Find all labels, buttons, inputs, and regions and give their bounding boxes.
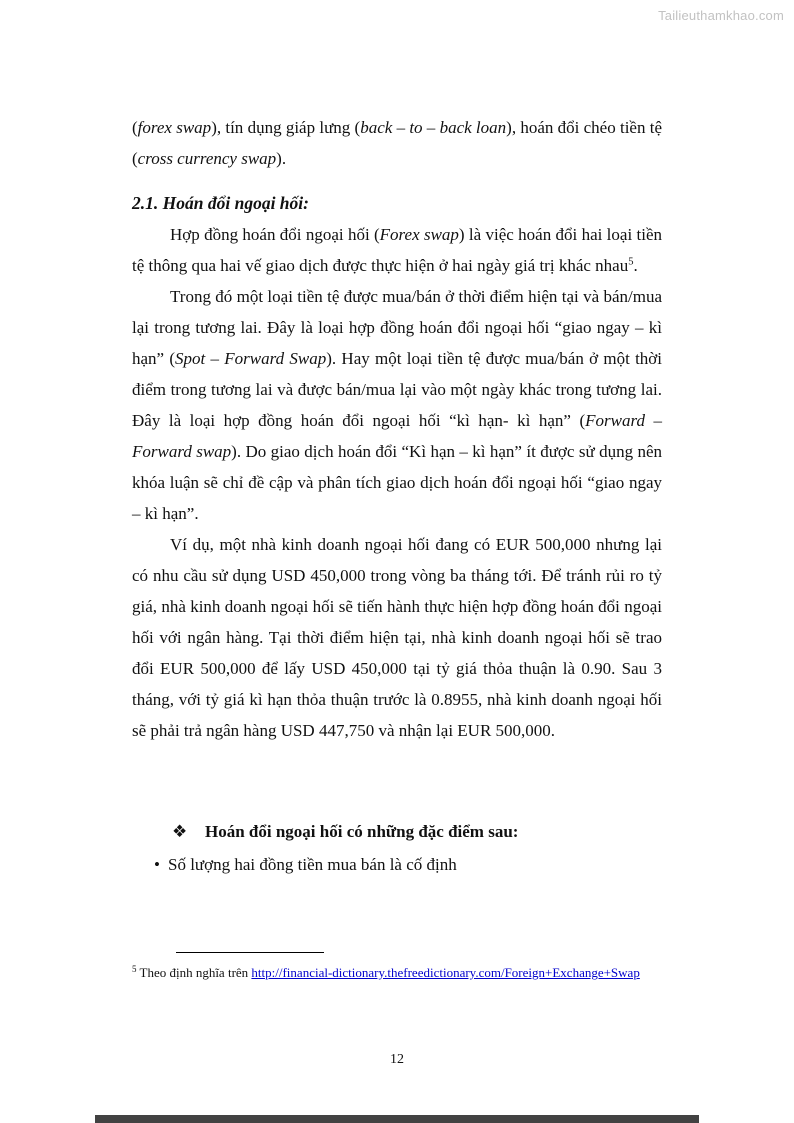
footnote-area [132, 952, 662, 982]
page-content [132, 112, 662, 880]
list-item-text: Số lượng hai đồng tiền mua bán là cố định [168, 855, 457, 874]
watermark: Tailieuthamkhao.com [658, 8, 784, 23]
feature-list-header [132, 816, 662, 847]
paragraph-intro: (forex swap), tín dụng giáp lưng (back – to – back loan), hoán đổi chéo tiền tệ (cross currency swap). [132, 118, 662, 168]
feature-list-title: Hoán đổi ngoại hối có những đặc điểm sau: [205, 822, 519, 841]
feature-list [132, 816, 662, 880]
footnote-marker: 5 [132, 963, 137, 974]
page-number: 12 [390, 1052, 404, 1067]
footnote-text: Theo định nghĩa trên [139, 965, 252, 980]
footnote-separator [176, 952, 324, 953]
paragraph-example: Ví dụ, một nhà kinh doanh ngoại hối đang có EUR 500,000 nhưng lại có nhu cầu sử dụng USD 450,000 trong vòng ba tháng tới. Để tránh rủi ro tỷ giá, nhà kinh doanh ngoại hối sẽ tiến hành thực hiện hợp đồng hoán đổi ngoại hối với ngân hàng. Tại thời điểm hiện tại, nhà kinh doanh ngoại hối sẽ trao đổi EUR 500,000 để lấy USD 450,000 tại tỷ giá thỏa thuận là 0.90. Sau 3 tháng, với tỷ giá kì hạn thỏa thuận trước là 0.8955, nhà kinh doanh ngoại hối sẽ phải trả ngân hàng USD 447,750 và nhận lại EUR 500,000. [132, 535, 662, 740]
paragraph-definition: Hợp đồng hoán đổi ngoại hối (Forex swap) là việc hoán đổi hai loại tiền tệ thông qua hai vế giao dịch được thực hiện ở hai ngày giá trị khác nhau$^5$. [132, 225, 662, 275]
diamond-bullet-icon: ❖ [172, 822, 188, 841]
list-item [132, 849, 662, 880]
footnote [132, 964, 662, 982]
dot-bullet-icon: • [154, 855, 160, 874]
footnote-link[interactable]: http://financial-dictionary.thefreedictionary.com/Foreign+Exchange+Swap [251, 965, 640, 980]
bottom-bar [95, 1115, 699, 1123]
paragraph-swap-types: Trong đó một loại tiền tệ được mua/bán ở thời điểm hiện tại và bán/mua lại trong tương lai. Đây là loại hợp đồng hoán đổi ngoại hối “giao ngay – kì hạn” (Spot – Forward Swap). Hay một loại tiền tệ được mua/bán ở một thời điểm trong tương lai và được bán/mua lại vào một ngày khác trong tương lai. Đây là loại hợp đồng hoán đổi ngoại hối “kì hạn- kì hạn” (Forward – Forward swap). Do giao dịch hoán đổi “Kì hạn – kì hạn” ít được sử dụng nên khóa luận sẽ chỉ đề cập và phân tích giao dịch hoán đổi ngoại hối “giao ngay – kì hạn”. [132, 287, 663, 523]
section-heading: 2.1. Hoán đổi ngoại hối: [132, 193, 309, 213]
